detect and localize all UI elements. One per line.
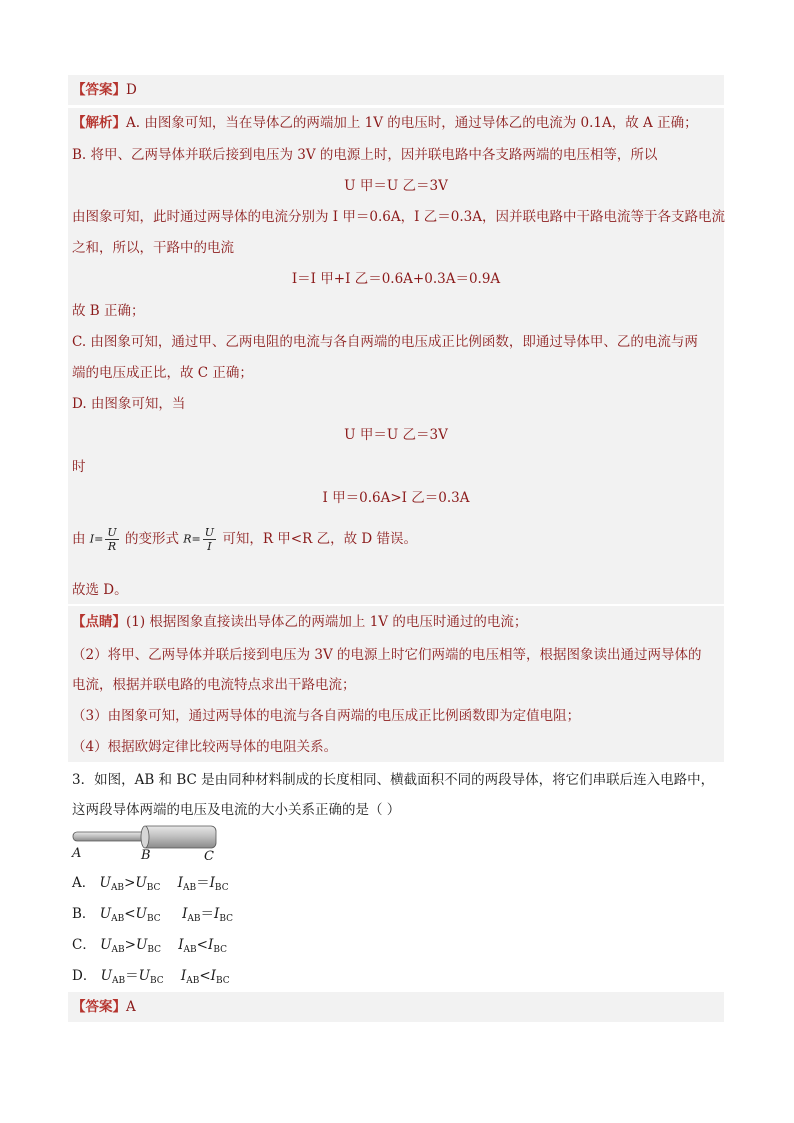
- sub-ab: AB: [111, 914, 125, 924]
- comment-line2b: 电流，根据并联电路的电流特点求出干路电流；: [72, 677, 356, 693]
- option-letter: D．: [72, 968, 97, 984]
- answer2-tag: 【答案】: [72, 999, 126, 1015]
- option-a[interactable]: [72, 873, 229, 895]
- i-symbol: I: [182, 906, 188, 922]
- comment-line1: [72, 612, 527, 632]
- i-symbol: I: [209, 875, 215, 891]
- formula2-fraction: [203, 526, 216, 553]
- comment-l1: (1) 根据图象直接读出导体乙的两端加上 1V 的电压时通过的电流；: [126, 614, 528, 630]
- comment-tag: 【点睛】: [72, 614, 126, 630]
- equation-4: I 甲＝0.6A>I 乙＝0.3A: [322, 490, 470, 506]
- i-relation: <: [199, 968, 211, 984]
- u-relation: >: [124, 937, 136, 953]
- option-d[interactable]: [72, 966, 230, 988]
- u-symbol: U: [99, 906, 112, 922]
- u-relation: <: [124, 906, 136, 922]
- i-relation: ＝: [196, 875, 210, 891]
- label-b: B: [141, 848, 151, 863]
- segment-junction: [141, 826, 149, 848]
- formula2-den: I: [207, 540, 212, 553]
- option-c[interactable]: [72, 935, 227, 957]
- answer-value: D: [126, 82, 137, 98]
- segment-bc: [142, 826, 216, 848]
- conductor-figure: [70, 824, 220, 866]
- u-symbol: U: [135, 875, 147, 891]
- sub-bc: BC: [146, 883, 161, 893]
- answer-block-bg: [68, 75, 724, 105]
- equation-2: I＝I 甲+I 乙＝0.6A+0.3A＝0.9A: [291, 271, 501, 287]
- analysis-d-time: 时: [72, 459, 86, 475]
- d-from-text: 由: [72, 531, 86, 547]
- u-symbol: U: [100, 937, 112, 953]
- option-b[interactable]: [72, 904, 233, 926]
- analysis-b-line3: 之和，所以，干路中的电流: [72, 240, 234, 256]
- analysis-b-line4: 故 B 正确；: [72, 303, 145, 319]
- sub-bc: BC: [146, 914, 161, 924]
- i-symbol: I: [178, 937, 184, 953]
- i-symbol: I: [177, 875, 183, 891]
- formula1-num: U: [107, 526, 117, 539]
- answer2-value: A: [126, 999, 136, 1015]
- sub-ab: AB: [186, 976, 200, 986]
- sub-ab: AB: [182, 883, 197, 893]
- i-symbol: I: [207, 937, 214, 953]
- u-symbol: U: [138, 968, 151, 984]
- analysis-c-line1: C. 由图象可知，通过甲、乙两电阻的电流与各自两端的电压成正比例函数，即通过导体甲、乙的电流与两: [72, 334, 698, 350]
- u-relation: ＝: [125, 968, 139, 984]
- formula2-lhs: R: [183, 532, 192, 546]
- sub-bc: BC: [213, 945, 227, 955]
- sub-ab: AB: [110, 883, 125, 893]
- question3-stem1: 3．如图，AB 和 BC 是由同种材料制成的长度相同、横截面积不同的两段导体，将它们串联后连入电路中，: [72, 772, 715, 788]
- analysis-b-line2: 由图象可知，此时通过两导体的电流分别为 I 甲＝0.6A，I 乙＝0.3A，因并联电路中干路电流等于各支路电流: [72, 209, 725, 225]
- sub-ab: AB: [187, 914, 201, 924]
- question3-stem2: 这两段导体两端的电压及电流的大小关系正确的是（ ）: [72, 802, 401, 818]
- option-letter: C．: [72, 937, 96, 953]
- answer-line: [72, 80, 137, 100]
- u-symbol: U: [135, 937, 148, 953]
- sub-bc: BC: [219, 914, 234, 924]
- sub-bc: BC: [216, 976, 230, 986]
- d-rest-text: 可知，R 甲<R 乙，故 D 错误。: [222, 531, 417, 547]
- formula1-eq: =: [94, 532, 104, 546]
- formula2-num: U: [204, 526, 215, 539]
- i-relation: <: [196, 937, 208, 953]
- analysis-b-line1: B. 将甲、乙两导体并联后接到电压为 3V 的电源上时，因并联电路中各支路两端的电压相等，所以: [72, 147, 658, 163]
- analysis-a-text: A. 由图象可知，当在导体乙的两端加上 1V 的电压时，通过导体乙的电流为 0.1A，故 A 正确；: [126, 115, 698, 131]
- label-a: A: [72, 846, 82, 861]
- sub-bc: BC: [150, 976, 164, 986]
- answer-tag: 【答案】: [72, 82, 126, 98]
- sub-bc: BC: [147, 945, 162, 955]
- analysis-d-formula-line: [72, 520, 417, 559]
- option-letter: B．: [72, 906, 96, 922]
- equation-1: U 甲＝U 乙＝3V: [344, 178, 448, 194]
- sub-bc: BC: [214, 883, 229, 893]
- equation-3: U 甲＝U 乙＝3V: [344, 427, 448, 443]
- analysis-tag: 【解析】: [72, 115, 126, 131]
- answer2-block-bg: [68, 992, 724, 1022]
- formula-resistance: [183, 526, 222, 553]
- analysis-a-line: [72, 113, 698, 133]
- formula1-fraction: [105, 526, 118, 553]
- option-letter: A．: [72, 875, 96, 891]
- sub-ab: AB: [111, 945, 125, 955]
- analysis-d-line1: D. 由图象可知，当: [72, 396, 186, 412]
- label-c: C: [204, 849, 214, 864]
- u-symbol: U: [99, 875, 111, 891]
- u-relation: >: [124, 875, 136, 891]
- sub-ab: AB: [183, 945, 197, 955]
- u-symbol: U: [135, 906, 147, 922]
- analysis-c-line2: 端的电压成正比，故 C 正确；: [72, 365, 253, 381]
- comment-line4: （4）根据欧姆定律比较两导体的电阻关系。: [72, 739, 338, 755]
- analysis-choose: 故选 D。: [72, 582, 128, 598]
- d-mid-text: 的变形式: [124, 531, 179, 547]
- formula2-eq: =: [191, 532, 201, 546]
- sub-ab: AB: [112, 976, 126, 986]
- comment-line2a: （2）将甲、乙两导体并联后接到电压为 3V 的电源上时它们两端的电压相等，根据图象读出通过两导体的: [72, 647, 702, 663]
- formula1-lhs: I: [89, 532, 95, 546]
- comment-line3: （3）由图象可知，通过两导体的电流与各自两端的电压成正比例函数即为定值电阻；: [72, 708, 581, 724]
- i-symbol: I: [210, 968, 216, 984]
- formula-ohm: [89, 526, 125, 553]
- i-relation: ＝: [200, 906, 215, 922]
- u-symbol: U: [100, 968, 113, 984]
- answer2-line: [72, 997, 136, 1017]
- segment-ab: [73, 832, 148, 841]
- formula1-den: R: [107, 540, 117, 553]
- i-symbol: I: [180, 968, 187, 984]
- i-symbol: I: [214, 906, 220, 922]
